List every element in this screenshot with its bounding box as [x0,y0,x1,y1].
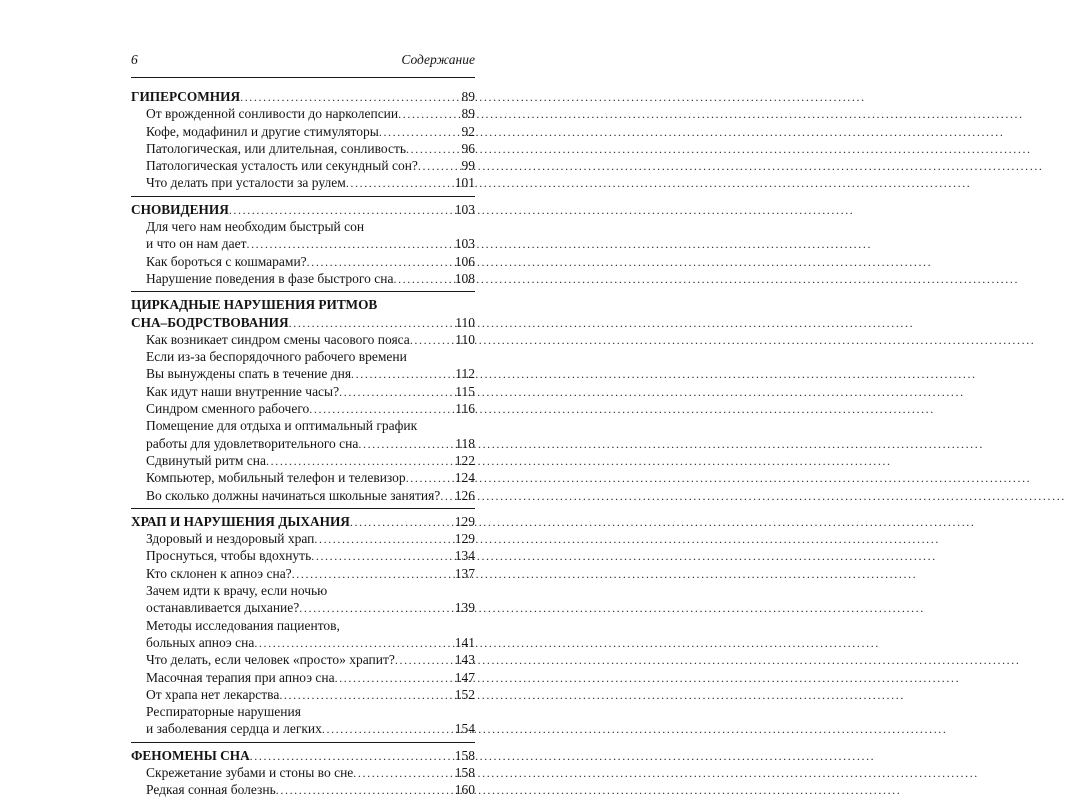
toc-entry-title: Кто склонен к апноэ сна? [146,565,292,581]
toc-entry [131,235,475,252]
toc-page-number: 160 [454,782,475,798]
toc-entry [131,417,475,434]
toc-entry [131,764,475,781]
dot-leader [276,782,455,799]
toc-entry-title: Что делать при усталости за рулем [146,175,346,191]
toc-entry-title: Кофе, модафинил и другие стимуляторы [146,123,379,139]
toc-entry [131,469,475,486]
toc-entry [131,565,475,582]
toc-section-heading [131,201,475,218]
dot-leader [353,765,454,782]
toc-page-number: 103 [454,201,475,217]
toc-entry-title: Патологическая, или длительная, сонливость [146,140,407,156]
toc-entry-title: Во сколько должны начинаться школьные занятия? [146,487,441,503]
toc-entry [131,105,475,122]
toc-entry [131,617,475,634]
toc-entry [131,452,475,469]
toc-entry [131,634,475,651]
toc-entry-title: Для чего нам необходим быстрый сон [146,219,365,235]
dot-leader [395,652,455,669]
toc-entry-title: и заболевания сердца и легких [146,721,322,737]
toc-entry [131,218,475,235]
toc-entry-title: Нарушение поведения в фазе быстрого сна [146,270,394,286]
header-rule [131,77,475,78]
dot-leader [410,332,455,349]
toc-page-number: 129 [454,531,475,547]
dot-leader [379,124,462,141]
toc-entry-title: Как бороться с кошмарами? [146,253,307,269]
toc-page-number: 96 [461,140,475,156]
toc-entry-title: Проснуться, чтобы вдохнуть [146,548,312,564]
dot-leader [250,748,455,765]
toc-entry [131,781,475,798]
dot-leader [351,366,455,383]
toc-entry-title: ФЕНОМЕНЫ СНА [131,747,250,763]
toc-section-heading [131,88,475,105]
toc-page-number: 99 [461,158,475,174]
toc-entry-title: Методы исследования пациентов, [146,617,340,633]
toc-entry-title: Что делать, если человек «просто» храпит? [146,652,395,668]
dot-leader [350,514,455,531]
toc-entry [131,331,475,348]
dot-leader [240,89,461,106]
toc-entry-title: Здоровый и нездоровый храп [146,531,315,547]
toc-entry-title: больных апноэ сна [146,634,255,650]
dot-leader [229,202,455,219]
running-header [131,52,475,70]
toc-entry [131,365,475,382]
toc-entry-title: Если из-за беспорядочного рабочего времени [146,349,407,365]
toc-section-heading [131,513,475,530]
section-divider [131,508,475,509]
toc-entry [131,651,475,668]
toc-entry [131,270,475,287]
dot-leader [322,721,455,738]
toc-page-number: 141 [454,634,475,650]
toc-page-number: 122 [454,452,475,468]
toc-page-number: 115 [455,383,475,399]
toc-entry-title: Вы вынуждены спать в течение дня [146,366,352,382]
dot-leader [393,271,454,288]
toc-entry-title: Сдвинутый ритм сна [146,452,267,468]
toc-page-number: 158 [454,764,475,780]
toc-page-number: 118 [455,435,475,451]
toc-page-number: 103 [454,236,475,252]
toc-entry-title: Компьютер, мобильный телефон и телевизор [146,470,406,486]
toc-entry-title: СНОВИДЕНИЯ [131,201,229,217]
toc-page-number: 154 [454,721,475,737]
toc-entry [131,582,475,599]
toc-entry [131,720,475,737]
toc-entry [131,348,475,365]
toc-entry-title: Как возникает синдром смены часового пояса [146,331,410,347]
toc-page-number: 134 [454,548,475,564]
toc-page-number: 110 [455,331,475,347]
toc-entry-title: ГИПЕРСОМНИЯ [131,89,241,104]
toc-entry-title: Помещение для отдыха и оптимальный график [146,418,418,434]
dot-leader [246,236,454,253]
toc-entry-title: От храпа нет лекарства [146,686,280,702]
toc-entry-title: СНА–БОДРСТВОВАНИЯ [131,314,289,330]
dot-leader [406,470,455,487]
running-title: Содержание [401,52,475,67]
toc-entry [131,400,475,417]
toc-entry [131,703,475,720]
toc-entry-title: Масочная терапия при апноэ сна [146,669,335,685]
toc-entry-title: Скрежетание зубами и стоны во сне [146,764,354,780]
toc-entry [131,599,475,616]
toc-entry [131,487,475,504]
toc-section-heading [131,296,475,313]
toc-entry-title: Зачем идти к врачу, если ночью [146,583,328,599]
dot-leader [266,453,455,470]
toc-entry-title: От врожденной сонливости до нарколепсии [146,106,399,122]
dot-leader [358,436,455,453]
toc-entry-title: ЦИРКАДНЫЕ НАРУШЕНИЯ РИТМОВ [131,297,378,313]
table-of-contents [131,88,475,799]
toc-entry [131,383,475,400]
dot-leader [418,158,462,175]
dot-leader [335,670,455,687]
toc-page-number: 137 [454,565,475,581]
dot-leader [307,254,455,271]
toc-page-number: 116 [455,401,475,417]
toc-page-number: 112 [455,366,475,382]
dot-leader [311,548,455,565]
toc-entry-title: останавливается дыхание? [146,600,300,616]
dot-leader [289,315,456,332]
toc-entry-title: Синдром сменного рабочего [146,401,310,417]
section-divider [131,291,475,292]
toc-page-number: 152 [454,686,475,702]
toc-page-number: 143 [454,652,475,668]
toc-page-number: 129 [454,513,475,529]
toc-page-number: 92 [461,123,475,139]
section-divider [131,742,475,743]
dot-leader [339,384,455,401]
toc-entry [131,123,475,140]
toc-page-number: 108 [454,270,475,286]
toc-entry [131,157,475,174]
dot-leader [279,687,454,704]
toc-page-number: 89 [461,89,475,104]
section-divider [131,196,475,197]
toc-page-number: 124 [454,470,475,486]
toc-entry-title: ХРАП И НАРУШЕНИЯ ДЫХАНИЯ [131,513,350,529]
toc-section-heading [131,314,475,331]
toc-entry [131,669,475,686]
toc-entry [131,686,475,703]
dot-leader [398,106,461,123]
toc-page-number: 110 [455,314,475,330]
toc-entry-title: Как идут наши внутренние часы? [146,383,340,399]
toc-page-number: 139 [454,600,475,616]
toc-page-number: 158 [454,747,475,763]
toc-entry-title: Респираторные нарушения [146,704,301,720]
toc-section-heading [131,747,475,764]
toc-page-number: 106 [454,253,475,269]
dot-leader [440,488,454,505]
toc-page-number: 126 [454,487,475,503]
toc-page-number: 147 [454,669,475,685]
toc-entry [131,530,475,547]
toc-entry-title: Редкая сонная болезнь [146,782,276,798]
toc-entry [131,435,475,452]
dot-leader [292,566,455,583]
toc-page-number: 89 [461,106,475,122]
dot-leader [309,401,455,418]
toc-entry [131,174,475,191]
toc-entry [131,140,475,157]
toc-entry-title: Патологическая усталость или секундный сон? [146,158,418,174]
toc-entry [131,253,475,270]
toc-entry-title: и что он нам дает [146,236,247,252]
dot-leader [314,531,454,548]
page-number: 6 [131,52,138,67]
toc-entry [131,547,475,564]
dot-leader [299,600,454,617]
toc-entry-title: работы для удовлетворительного сна [146,435,359,451]
toc-page-number: 101 [454,175,475,191]
dot-leader [346,175,455,192]
dot-leader [254,635,454,652]
dot-leader [406,141,461,158]
